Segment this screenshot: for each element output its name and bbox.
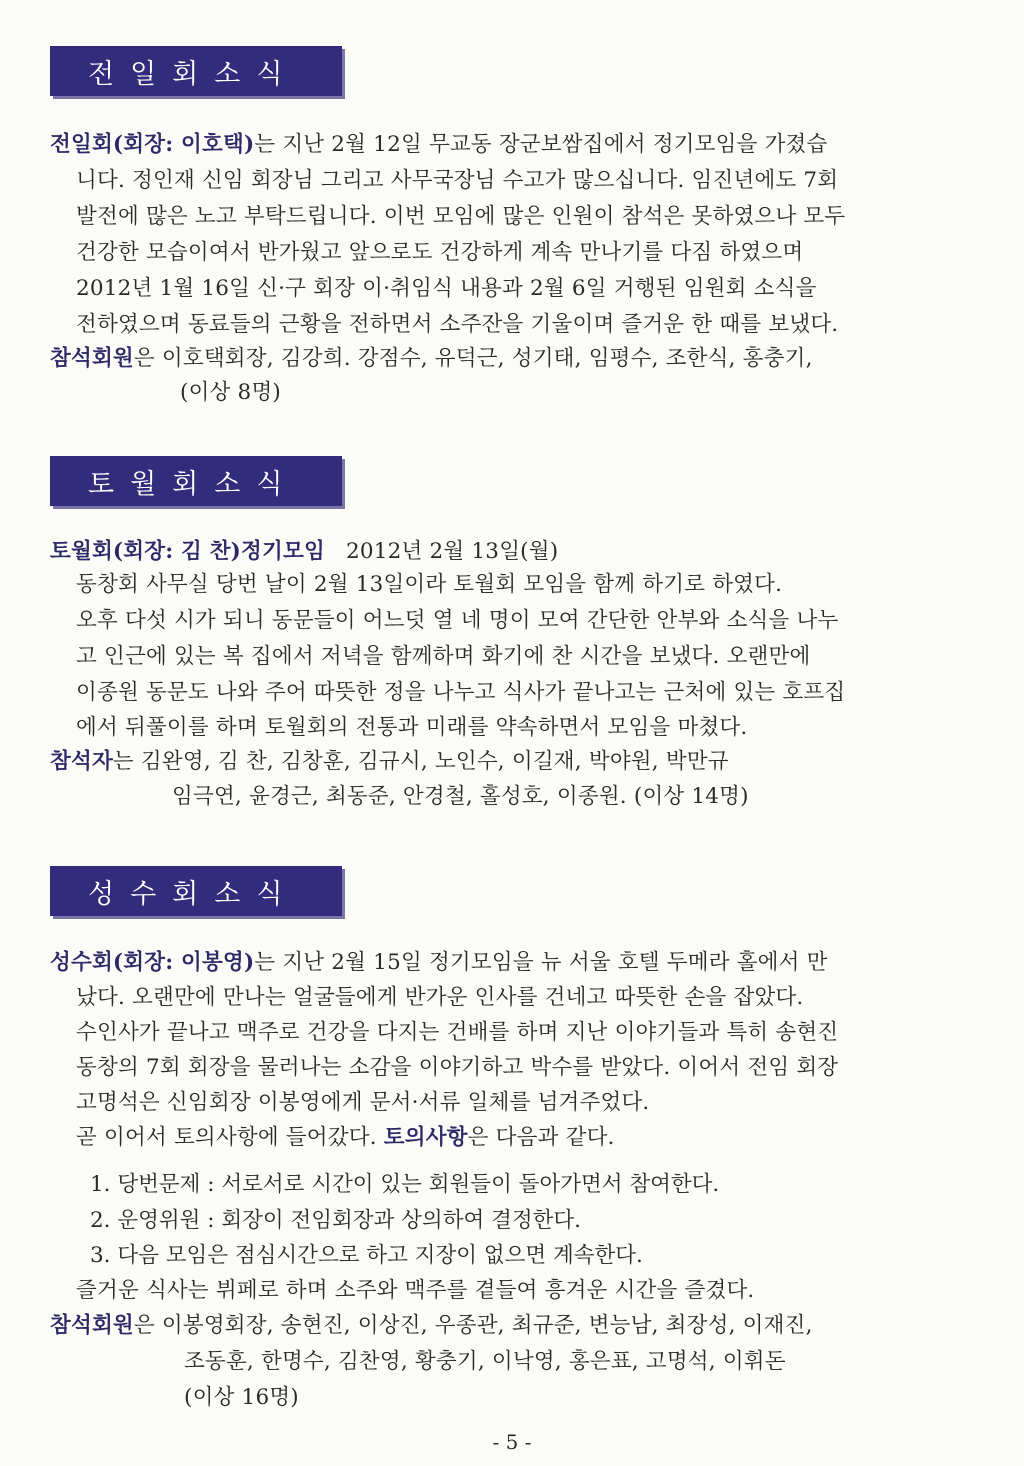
- attendees-line: 조동훈, 한명수, 김찬영, 황충기, 이낙영, 홍은표, 고명석, 이휘돈: [184, 1349, 786, 1374]
- paragraph-line: [50, 948, 828, 978]
- agenda-item: 3. 다음 모임은 점심시간으로 하고 지장이 없으면 계속한다.: [90, 1243, 643, 1268]
- paragraph-line: 발전에 많은 노고 부탁드립니다. 이번 모임에 많은 인원이 참석은 못하였으나 모두: [76, 204, 846, 229]
- paragraph-line: 전하였으며 동료들의 근황을 전하면서 소주잔을 기울이며 즐거운 한 때를 보냈다.: [76, 312, 839, 337]
- paragraph-line: 건강한 모습이여서 반가웠고 앞으로도 건강하게 계속 만나기를 다짐 하였으며: [76, 240, 804, 265]
- meeting-date: 2012년 2월 13일(월): [346, 539, 559, 564]
- paragraph-line: [50, 130, 828, 160]
- attendees-label: 참석자: [50, 749, 113, 774]
- section-header-towol: 토월회소식: [50, 456, 342, 506]
- paragraph-line: 고명석은 신임회장 이봉영에게 문서·서류 일체를 넘겨주었다.: [76, 1090, 650, 1115]
- attendees-line: [50, 1311, 813, 1341]
- paragraph-line: 동창의 7회 회장을 물러나는 소감을 이야기하고 박수를 받았다. 이어서 전임 회장: [76, 1055, 839, 1080]
- paragraph-line: 고 인근에 있는 복 집에서 저녁을 함께하며 화기에 찬 시간을 보냈다. 오랜만에: [76, 644, 811, 669]
- paragraph-line: [76, 1123, 615, 1153]
- attendees-label: 참석회원: [50, 346, 134, 371]
- paragraph-line: 니다. 정인재 신임 회장님 그리고 사무국장님 수고가 많으십니다. 임진년에도 7회: [76, 168, 839, 193]
- club-title: 전일회(회장: 이호택): [50, 132, 255, 157]
- attendees-text: 은 이호택회장, 김강희. 강점수, 유덕근, 성기태, 임평수, 조한식, 홍충기,: [133, 346, 813, 371]
- paragraph-line: 2012년 1월 16일 신·구 회장 이·취임식 내용과 2월 6일 거행된 임원회 소식을: [76, 276, 817, 301]
- agenda-label: 토의사항: [383, 1125, 468, 1150]
- attendees-line: 임극연, 윤경근, 최동준, 안경철, 홀성호, 이종원. (이상 14명): [172, 784, 749, 809]
- club-title: 성수회(회장: 이봉영): [50, 950, 255, 975]
- text: 는 지난 2월 12일 무교동 장군보쌈집에서 정기모임을 가졌습: [254, 132, 828, 157]
- page-number: - 5 -: [492, 1430, 532, 1454]
- club-title: 토월회(회장: 김 찬)정기모임: [50, 539, 325, 564]
- paragraph-line: 수인사가 끝나고 맥주로 건강을 다지는 건배를 하며 지난 이야기들과 특히 송현진: [76, 1020, 839, 1045]
- attendees-count: (이상 16명): [184, 1385, 299, 1410]
- attendees-text: 는 김완영, 김 찬, 김창훈, 김규시, 노인수, 이길재, 박야원, 박만규: [112, 749, 729, 774]
- agenda-item: 1. 당번문제 : 서로서로 시간이 있는 회원들이 돌아가면서 참여한다.: [90, 1172, 720, 1197]
- agenda-item: 2. 운영위원 : 회장이 전임회장과 상의하여 결정한다.: [90, 1208, 581, 1233]
- text: 곧 이어서 토의사항에 들어갔다.: [76, 1125, 384, 1150]
- paragraph-line: [50, 537, 558, 567]
- section-header-jeonil: 전일회소식: [50, 46, 342, 96]
- attendees-text: 은 이봉영회장, 송현진, 이상진, 우종관, 최규준, 변능남, 최장성, 이재진,: [133, 1313, 813, 1338]
- paragraph-line: 에서 뒤풀이를 하며 토월회의 전통과 미래를 약속하면서 모임을 마쳤다.: [76, 715, 748, 740]
- text: 은 다음과 같다.: [467, 1125, 615, 1150]
- paragraph-line: 이종원 동문도 나와 주어 따뜻한 정을 나누고 식사가 끝나고는 근처에 있는 호프집: [76, 680, 846, 705]
- text: 는 지난 2월 15일 정기모임을 뉴 서울 호텔 두메라 홀에서 만: [254, 950, 828, 975]
- section-header-seongsu: 성수회소식: [50, 866, 342, 916]
- attendees-label: 참석회원: [50, 1313, 134, 1338]
- paragraph-line: 동창회 사무실 당번 날이 2월 13일이라 토월회 모임을 함께 하기로 하였다.: [76, 572, 783, 597]
- paragraph-line: 오후 다섯 시가 되니 동문들이 어느덧 열 네 명이 모여 간단한 안부와 소식을 나누: [76, 608, 839, 633]
- paragraph-line: 즐거운 식사는 뷔페로 하며 소주와 맥주를 곁들여 흥겨운 시간을 즐겼다.: [76, 1278, 755, 1303]
- attendees-line: [50, 747, 729, 777]
- attendees-line: [50, 344, 813, 374]
- paragraph-line: 났다. 오랜만에 만나는 얼굴들에게 반가운 인사를 건네고 따뜻한 손을 잡았다.: [76, 985, 804, 1010]
- attendees-count: (이상 8명): [180, 380, 281, 405]
